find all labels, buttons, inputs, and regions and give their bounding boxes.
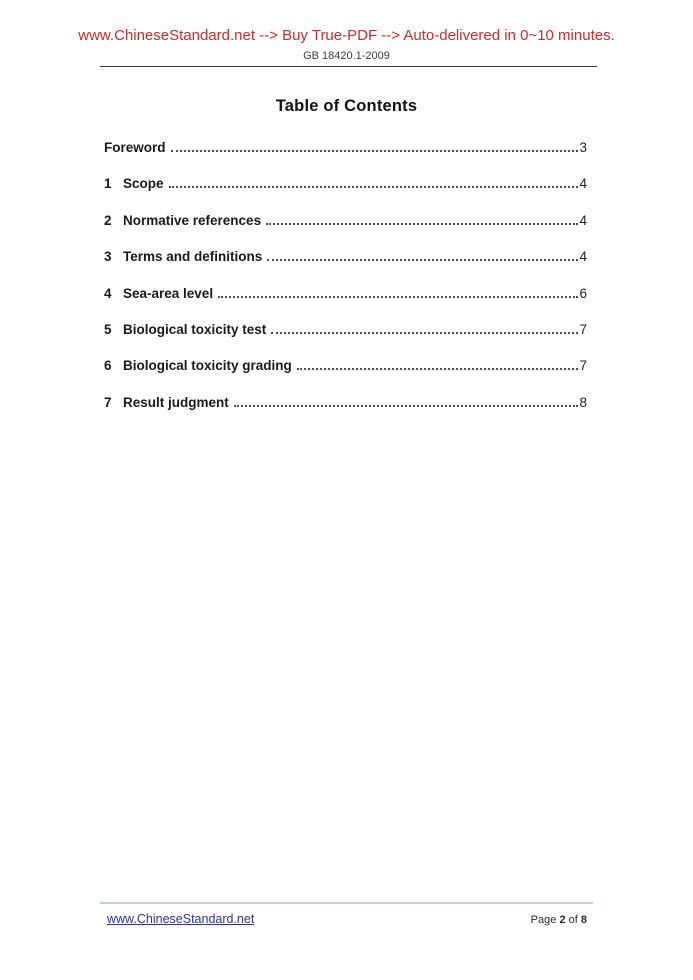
toc-entry[interactable] [104,394,587,412]
toc-entry[interactable] [104,212,587,230]
toc-entry-page-number: 7 [579,321,587,337]
header-divider [100,66,597,67]
toc-leader-dots [267,259,578,261]
toc-leader-dots [234,405,579,407]
toc-leader-dots [171,150,579,152]
toc-entry-number: 2 [104,212,112,228]
toc-entry-title: Foreword [104,140,166,155]
promo-banner-link[interactable]: www.ChineseStandard.net --> Buy True-PDF --> Auto-delivered in 0~10 minutes. [78,27,615,44]
toc-entry[interactable] [104,139,587,157]
toc-entry-page-number: 6 [579,285,587,301]
toc-leader-dots [297,368,579,370]
toc-entry-number: 4 [104,285,112,301]
page-title: Table of Contents [275,97,418,115]
toc-entry-title: Biological toxicity test [123,321,267,337]
footer-of-label: of [568,914,578,926]
toc-entry-page-number: 4 [579,176,587,192]
toc-entry[interactable] [104,285,587,303]
toc-entry-title: Biological toxicity grading [123,358,292,374]
table-of-contents [104,139,587,430]
footer-website-link[interactable]: www.ChineseStandard.net [107,912,255,926]
toc-entry-page-number: 7 [579,358,587,374]
footer-page-total: 8 [580,914,587,926]
footer-page-label: Page [530,914,557,926]
standard-code-text: GB 18420.1-2009 [303,50,390,62]
toc-entry-title: Terms and definitions [123,249,263,265]
footer-divider [100,902,593,904]
toc-entry-number: 5 [104,321,112,337]
toc-entry-title: Sea-area level [123,285,214,301]
toc-entry[interactable] [104,248,587,266]
toc-entry-page-number: 8 [579,394,587,410]
toc-entry-number: 1 [104,176,112,192]
toc-entry-number: 6 [104,358,112,374]
toc-entry[interactable] [104,321,587,339]
toc-entry[interactable] [104,357,587,375]
toc-entry-number: 7 [104,394,112,410]
toc-entry-number: 3 [104,249,112,265]
toc-entry-title: Normative references [123,212,262,228]
toc-entry-title: Scope [123,176,164,192]
toc-entry[interactable] [104,175,587,193]
toc-leader-dots [266,223,578,225]
toc-leader-dots [218,296,578,298]
toc-leader-dots [169,186,579,188]
toc-entry-title: Result judgment [123,394,229,410]
toc-leader-dots [271,332,578,334]
footer-page-indicator [531,914,587,927]
toc-entry-page-number: 3 [579,140,587,155]
toc-entry-page-number: 4 [579,212,587,228]
footer-page-number: 2 [559,914,566,926]
toc-entry-page-number: 4 [579,249,587,265]
